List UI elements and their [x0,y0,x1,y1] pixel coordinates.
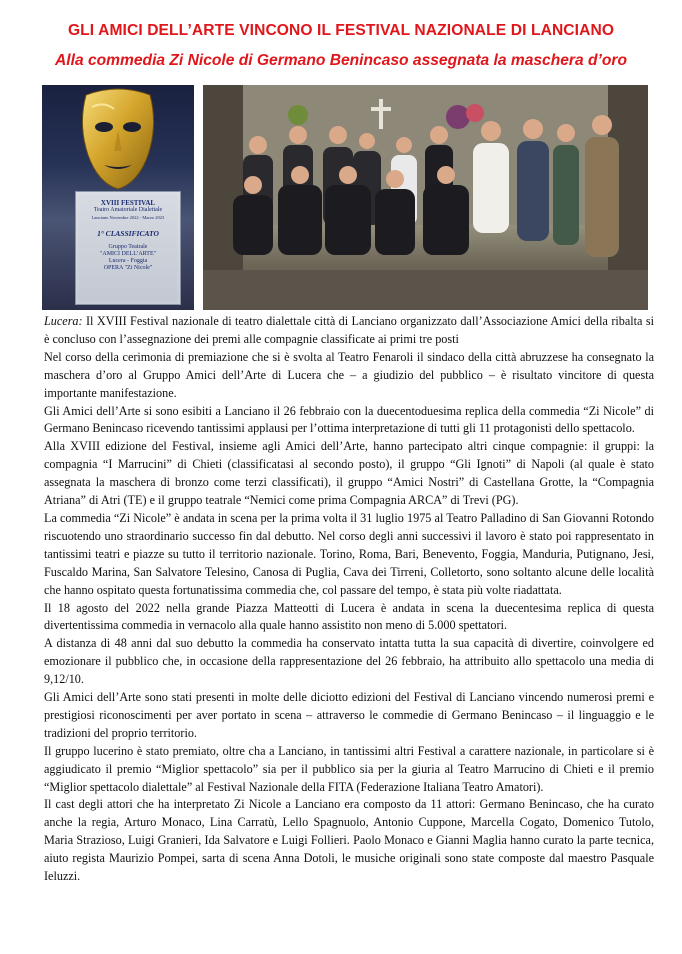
paragraph: Il cast degli attori che ha interpretato Zi Nicole a Lanciano era composto da 11 attori: Germano Benincaso, che ha curato anche la regia, Arturo Monaco, Lina Carratù, Lello Spagnuolo, Antonio Cuppone, Marcella Cogato, Domenico Tutolo, Maria Strazioso, Luigi Granieri, Ida Salvatore e Luigi Follieri. Paolo Monaco e Gianni Maglia hanno curato la parte tecnica, aiuto regista Maurizio Pompei, sarta di scena Anna Dotoli, le musiche originali sono state composte dal maestro Pasquale Ieluzzi. [44,797,654,884]
plaque-line: XVIII FESTIVAL [100,199,156,207]
award-plaque [75,191,181,305]
award-photo [42,85,194,310]
plaque-place: 1° CLASSIFICATO [97,229,159,238]
group-photo [203,85,648,310]
paragraph: Gli Amici dell’Arte sono stati presenti in molte delle diciotto edizioni del Festival di Lanciano vincendo numerosi premi e prestigiosi riconoscimenti per aver portato in scena – attraverso le commedie di Germano Benincaso – il linguaggio e le tradizioni del proprio territorio. [44,690,654,740]
golden-mask-icon [42,85,194,195]
paragraph-text: Il XVIII Festival nazionale di teatro dialettale città di Lanciano organizzato dall’Associazione Amici della ribalta si è concluso con l’assegnazione dei premi alle compagnie classificate ai primi tre posti [44,314,654,346]
paragraph: Gli Amici dell’Arte si sono esibiti a Lanciano il 26 febbraio con la duecentoduesima replica della commedia “Zi Nicole” di Germano Benincaso ricevendo tantissimi applausi per l’ottima interpretazione di tutti gli 11 protagonisti dello spettacolo. [44,403,654,436]
paragraph [44,313,654,349]
plaque-line: Lucera - Foggia [108,258,148,264]
paragraph: Il 18 agosto del 2022 nella grande Piazza Matteotti di Lucera è andata in scena la duecentesima replica di questa divertentissima commedia in vernacolo alla quale hanno assistito non meno di 5.000 spettatori. [44,600,654,633]
article-body [44,313,654,886]
paragraph: Alla XVIII edizione del Festival, insieme agli Amici dell’Arte, hanno partecipato altri cinque compagnie: il gruppi: la compagnia “I Marrucini” di Chieti (classificatasi al secondo posto), il gruppo “Gli Ignoti” di Napoli (al quale è stato assegnata la maschera di bronzo come terzi classificati), il gruppo “Amici Nostri” di Castellana Grotte, la “Compagnia Atriana” di Atri (TE) e il gruppo teatrale “Nemici come prima Compagnia ARCA” di Trevi (PG). [44,439,654,508]
paragraph: A distanza di 48 anni dal suo debutto la commedia ha conservato intatta tutta la sua capacità di divertire, coinvolgere ed emozionare il pubblico che, in occasione della rappresentazione del 26 febbraio, ha attribuito allo spettacolo una media di 9,12/10. [44,636,654,687]
paragraph: La commedia “Zi Nicole” è andata in scena per la prima volta il 31 luglio 1975 al Teatro Palladino di San Giovanni Rotondo riscuotendo uno straordinario successo fin dal debutto. Nel corso degli anni successivi il lavoro è stato poi rappresentato in tantissimi teatri e piazze su tutto il territorio nazionale. Torino, Roma, Bari, Benevento, Foggia, Manduria, Putignano, Jesi, Fuscaldo Marina, San Salvatore Telesino, Canosa di Puglia, Cava dei Tirreni, Colletorto, sono soltanto alcune delle località che hanno ospitato questa fortunatissima commedia che, col passare del tempo, è stata più volte riadattata. [44,510,654,597]
cast-group-illustration [203,85,648,310]
dateline: Lucera: [44,314,83,328]
article-title: GLI AMICI DELL’ARTE VINCONO IL FESTIVAL NAZIONALE DI LANCIANO [67,22,615,39]
plaque-line: Lanciano Novembre 2022 - Marzo 2023 [91,215,165,220]
plaque-line: "AMICI DELL’ARTE" [99,251,157,257]
paragraph: Nel corso della cerimonia di premiazione che si è svolta al Teatro Fenaroli il sindaco della città abruzzese ha consegnato la maschera d’oro al Gruppo Amici dell’Arte di Lucera che – a giudizio del pubblico – è risultato vincitore di questa importante manifestazione. [44,349,654,400]
plaque-line: Teatro Amatoriale Dialettale [93,207,163,213]
paragraph: Il gruppo lucerino è stato premiato, oltre cha a Lanciano, in tantissimi altri Festival a carattere nazionale, in particolare si è aggiudicato il premio “Miglior spettacolo” sia per il pubblico sia per la giuria al Teatro Marrucino di Chieti e il premio “Miglior spettacolo dialettale” al Festival Nazionale della FITA (Federazione Italiana Teatro Amatori). [44,743,654,794]
plaque-line: OPERA "Zi Nicole" [103,265,153,271]
article-subtitle: Alla commedia Zi Nicole di Germano Benincaso assegnata la maschera d’oro [55,52,627,69]
plaque-line: Gruppo Teatrale [108,244,148,250]
